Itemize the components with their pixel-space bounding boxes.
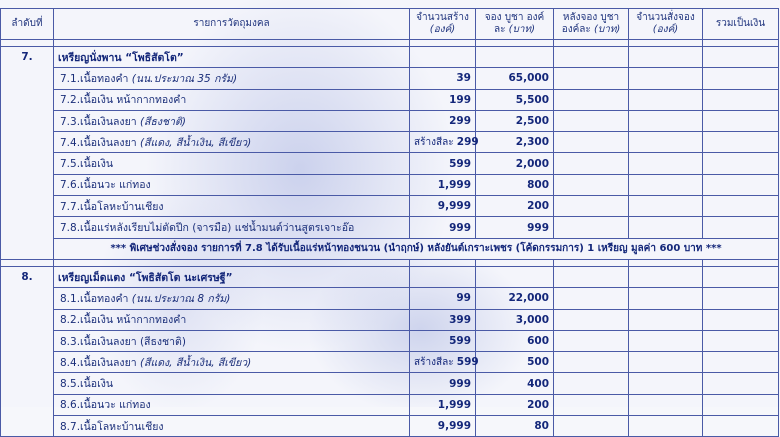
item-detail: (สีธงชาติ) (139, 115, 186, 128)
header-qty-made: จำนวนสร้าง (องค์) (410, 9, 476, 40)
total-field[interactable] (703, 174, 779, 195)
item-name-cell (54, 110, 410, 131)
qty-made-cell (410, 89, 476, 110)
table-row (1, 330, 779, 351)
order-qty-field[interactable] (629, 217, 703, 238)
empty-cell (703, 47, 779, 68)
qty-made: 999 (449, 221, 471, 234)
spacer-cell (54, 40, 410, 47)
qty-made-cell (410, 352, 479, 373)
order-qty-field[interactable] (629, 132, 703, 153)
spacer-cell (54, 259, 410, 266)
book-price: 2,500 (476, 110, 554, 131)
book-price: 500 (476, 352, 554, 373)
order-qty-field[interactable] (629, 174, 703, 195)
item-name-cell (54, 132, 410, 153)
empty-cell (554, 266, 629, 287)
spacer-cell (629, 40, 703, 47)
after-price-field[interactable] (554, 174, 629, 195)
table-row (1, 132, 779, 153)
table-row (1, 352, 779, 373)
qty-made-cell (410, 373, 476, 394)
qty-made: 399 (449, 313, 471, 326)
item-name-cell (54, 330, 410, 351)
total-field[interactable] (703, 416, 779, 437)
section-title-row (1, 47, 779, 68)
total-field[interactable] (703, 394, 779, 415)
after-price-field[interactable] (554, 373, 629, 394)
total-field[interactable] (703, 153, 779, 174)
spacer-cell (554, 40, 629, 47)
qty-made: 99 (456, 292, 471, 305)
item-detail: (นน.ประมาณ 35 กรัม) (131, 72, 238, 85)
item-detail: (นน.ประมาณ 8 กรัม) (131, 292, 231, 305)
section-spacer-row (1, 40, 779, 47)
book-price: 2,000 (476, 153, 554, 174)
table-row (1, 89, 779, 110)
item-name-cell (54, 153, 410, 174)
after-price-field[interactable] (554, 153, 629, 174)
item-name-cell (54, 288, 410, 309)
item-name: 7.1.เนื้อทองคำ (60, 72, 132, 85)
item-name: 7.3.เนื้อเงินลงยา (60, 115, 140, 128)
order-qty-field[interactable] (629, 373, 703, 394)
header-item-list: รายการวัตถุมงคล (54, 9, 410, 40)
qty-made-cell (410, 132, 479, 153)
after-price-field[interactable] (554, 132, 629, 153)
spacer-cell (554, 259, 629, 266)
qty-prefix: สร้างสีละ (414, 136, 457, 148)
empty-cell (703, 266, 779, 287)
item-name-cell (54, 196, 410, 217)
qty-made: 9,999 (437, 200, 471, 213)
total-field[interactable] (703, 132, 779, 153)
qty-made-cell (410, 416, 476, 437)
order-table (0, 8, 779, 437)
total-field[interactable] (703, 196, 779, 217)
item-name: 7.8.เนื้อแร่หลังเรียบไม่ตัดปีก (จารมือ) แช่น้ำมนต์ว่านสูตรเจาะอ๊อ (60, 222, 355, 235)
item-name-cell (54, 89, 410, 110)
after-price-field[interactable] (554, 416, 629, 437)
empty-cell (410, 47, 476, 68)
item-name: 7.7.เนื้อโลหะบ้านเชียง (60, 200, 164, 213)
qty-made-cell (410, 288, 476, 309)
spacer-cell (629, 259, 703, 266)
header-total: รวมเป็นเงิน (703, 9, 779, 40)
book-price: 2,300 (476, 132, 554, 153)
item-name-cell (54, 217, 410, 238)
book-price: 3,000 (476, 309, 554, 330)
item-name-cell (54, 373, 410, 394)
item-name-cell (54, 352, 410, 373)
order-qty-field[interactable] (629, 309, 703, 330)
book-price: 80 (476, 416, 554, 437)
qty-made-cell (410, 153, 476, 174)
qty-made-cell (410, 217, 476, 238)
book-price: 5,500 (476, 89, 554, 110)
spacer-cell (1, 259, 54, 266)
total-field[interactable] (703, 217, 779, 238)
table-row (1, 196, 779, 217)
item-name-cell (54, 174, 410, 195)
total-field[interactable] (703, 373, 779, 394)
empty-cell (476, 47, 554, 68)
table-row (1, 416, 779, 437)
item-name: 8.4.เนื้อเงินลงยา (60, 356, 140, 369)
total-field[interactable] (703, 288, 779, 309)
item-name: 7.2.เนื้อเงิน หน้ากากทองคำ (60, 94, 187, 107)
spacer-cell (476, 40, 554, 47)
qty-prefix: สร้างสีละ (414, 356, 457, 368)
total-field[interactable] (703, 110, 779, 131)
qty-made: 299 (449, 115, 471, 128)
after-price-field[interactable] (554, 352, 629, 373)
empty-cell (629, 266, 703, 287)
table-row (1, 68, 779, 89)
qty-made: 1,999 (437, 178, 471, 191)
item-name: 8.6.เนื้อนวะ แก่ทอง (60, 399, 151, 412)
book-price: 400 (476, 373, 554, 394)
item-name: 7.6.เนื้อนวะ แก่ทอง (60, 179, 151, 192)
total-field[interactable] (703, 330, 779, 351)
order-qty-field[interactable] (629, 288, 703, 309)
header-book-price: จอง บูชา องค์ละ (บาท) (476, 9, 554, 40)
item-name: 8.2.เนื้อเงิน หน้ากากทองคำ (60, 314, 187, 327)
item-name: 8.7.เนื้อโลหะบ้านเชียง (60, 420, 164, 433)
after-price-field[interactable] (554, 110, 629, 131)
order-qty-field[interactable] (629, 394, 703, 415)
section-number: 8. (1, 266, 54, 436)
qty-made-cell (410, 394, 476, 415)
after-price-field[interactable] (554, 394, 629, 415)
qty-made: 999 (449, 377, 471, 390)
book-price: 999 (476, 217, 554, 238)
empty-cell (410, 266, 476, 287)
section-title: เหรียญเม็ดแตง “โพธิสัตโต นะเศรษฐี” (54, 266, 410, 287)
item-name-cell (54, 416, 410, 437)
table-row (1, 394, 779, 415)
item-name-cell (54, 68, 410, 89)
empty-cell (476, 266, 554, 287)
total-field[interactable] (703, 68, 779, 89)
section-title: เหรียญนั่งพาน “โพธิสัตโต” (54, 47, 410, 68)
qty-made: 1,999 (437, 398, 471, 411)
after-price-field[interactable] (554, 288, 629, 309)
item-name: 8.3.เนื้อเงินลงยา (สีธงชาติ) (60, 335, 186, 348)
table-row (1, 288, 779, 309)
order-qty-field[interactable] (629, 110, 703, 131)
qty-made: 599 (449, 335, 471, 347)
item-name: 8.5.เนื้อเงิน (60, 378, 114, 391)
item-name-cell (54, 394, 410, 415)
item-name-cell (54, 309, 410, 330)
qty-made: 599 (456, 355, 479, 368)
after-price-field[interactable] (554, 330, 629, 351)
order-qty-field[interactable] (629, 352, 703, 373)
qty-made-cell (410, 174, 476, 195)
book-price: 65,000 (476, 68, 554, 89)
table-body (1, 40, 779, 437)
book-price: 200 (476, 394, 554, 415)
order-qty-field[interactable] (629, 196, 703, 217)
qty-made: 299 (456, 135, 479, 148)
spacer-cell (476, 259, 554, 266)
section-title-row (1, 266, 779, 287)
after-price-field[interactable] (554, 196, 629, 217)
table-row (1, 309, 779, 330)
item-detail: (สีแดง, สีน้ำเงิน, สีเขียว) (139, 136, 252, 149)
promo-note-row (1, 238, 779, 259)
after-price-field[interactable] (554, 309, 629, 330)
item-name: 7.4.เนื้อเงินลงยา (60, 136, 140, 149)
section-number: 7. (1, 47, 54, 260)
total-field[interactable] (703, 309, 779, 330)
order-qty-field[interactable] (629, 330, 703, 351)
spacer-cell (410, 259, 476, 266)
order-qty-field[interactable] (629, 153, 703, 174)
order-qty-field[interactable] (629, 68, 703, 89)
table-header-row (1, 9, 779, 40)
spacer-cell (703, 40, 779, 47)
table-row (1, 110, 779, 131)
book-price: 200 (476, 196, 554, 217)
qty-made: 9,999 (437, 420, 471, 433)
qty-made-cell (410, 196, 476, 217)
book-price: 600 (476, 330, 554, 351)
item-detail: (สีแดง, สีน้ำเงิน, สีเขียว) (139, 356, 252, 369)
qty-made-cell (410, 330, 476, 351)
item-name: 7.5.เนื้อเงิน (60, 158, 114, 171)
after-price-field[interactable] (554, 68, 629, 89)
empty-cell (554, 47, 629, 68)
qty-made-cell (410, 68, 476, 89)
table-row (1, 153, 779, 174)
order-qty-field[interactable] (629, 416, 703, 437)
qty-made-cell (410, 309, 476, 330)
promo-note: *** พิเศษช่วงสั่งจอง รายการที่ 7.8 ได้รับเนื้อแร่หน้าทองชนวน (นำฤกษ์) หลังยันต์เกราะเพชร (โค้ดกรรมการ) 1 เหรียญ มูลค่า 600 บาท *** (54, 238, 779, 259)
spacer-cell (703, 259, 779, 266)
qty-made: 39 (456, 72, 471, 85)
qty-made: 199 (449, 93, 471, 106)
qty-made-cell (410, 110, 476, 131)
total-field[interactable] (703, 352, 779, 373)
book-price: 22,000 (476, 288, 554, 309)
table-row (1, 373, 779, 394)
table-row (1, 217, 779, 238)
book-price: 800 (476, 174, 554, 195)
after-price-field[interactable] (554, 89, 629, 110)
total-field[interactable] (703, 89, 779, 110)
after-price-field[interactable] (554, 217, 629, 238)
table-row (1, 174, 779, 195)
order-qty-field[interactable] (629, 89, 703, 110)
item-name: 8.1.เนื้อทองคำ (60, 292, 132, 305)
section-spacer-row (1, 259, 779, 266)
header-order-no: ลำดับที่ (1, 9, 54, 40)
spacer-cell (410, 40, 476, 47)
header-after-price: หลังจอง บูชา องค์ละ (บาท) (554, 9, 629, 40)
empty-cell (629, 47, 703, 68)
spacer-cell (1, 40, 54, 47)
qty-made: 599 (449, 157, 471, 170)
header-order-qty: จำนวนสั่งจอง (องค์) (629, 9, 703, 40)
